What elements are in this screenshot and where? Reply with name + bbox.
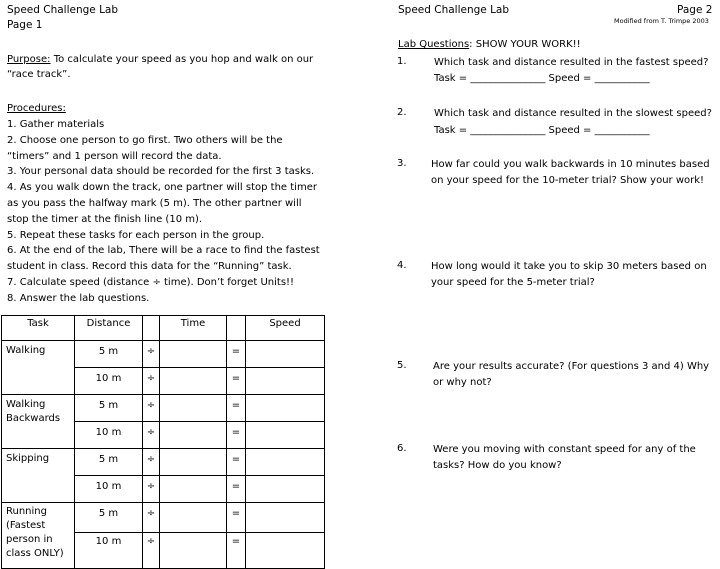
question-text: Which task and distance resulted in the fastest speed? <box>434 57 709 68</box>
divide-sign: ÷ <box>143 368 160 395</box>
equals-sign: = <box>227 341 246 368</box>
distance-cell: 10 m <box>75 476 143 503</box>
procedures-list <box>7 117 325 307</box>
divide-sign: ÷ <box>143 533 160 569</box>
procedures-label: Procedures: <box>7 103 66 114</box>
header-task: Task <box>2 316 75 341</box>
procedure-step: 7. Calculate speed (distance ÷ time). Don’t forget Units!! <box>7 276 295 288</box>
time-cell[interactable] <box>160 395 227 422</box>
question-text: Were you moving with constant speed for any of the tasks? How do you know? <box>433 444 696 471</box>
equals-sign: = <box>227 368 246 395</box>
right-page-number: Page 2 <box>677 4 713 16</box>
equals-sign: = <box>227 422 246 449</box>
lab-questions-label: Lab Questions <box>398 39 470 50</box>
speed-cell[interactable] <box>246 395 325 422</box>
procedure-step: 4. As you walk down the track, one partner will stop the timer as you pass the halfway mark (5 m). The other partner will stop the timer at the finish line (10 m). <box>7 182 317 225</box>
task-name: Running (Fastest person in class ONLY) <box>2 503 75 569</box>
question-text: Which task and distance resulted in the slowest speed? <box>434 108 712 119</box>
lab-questions-heading <box>398 37 581 52</box>
time-cell[interactable] <box>160 476 227 503</box>
speed-cell[interactable] <box>246 533 325 569</box>
question-number: 1. <box>397 56 407 67</box>
distance-cell: 10 m <box>75 533 143 569</box>
table-row <box>2 395 325 422</box>
time-cell[interactable] <box>160 422 227 449</box>
purpose <box>7 52 317 82</box>
question-text: How long would it take you to skip 30 meters based on your speed for the 5-meter trial? <box>431 261 707 288</box>
task-speed-line[interactable]: Task = _______________ Speed = ___________ <box>434 125 650 136</box>
question-number: 3. <box>397 158 407 169</box>
procedure-step: 5. Repeat these tasks for each person in the group. <box>7 229 265 241</box>
question-number: 6. <box>397 443 407 454</box>
question-text: Are your results accurate? (For questions 3 and 4) Why or why not? <box>433 361 710 388</box>
time-cell[interactable] <box>160 533 227 569</box>
lab-questions-instruction: : SHOW YOUR WORK!! <box>469 39 581 50</box>
task-speed-line[interactable]: Task = _______________ Speed = ___________ <box>434 73 650 84</box>
equals-sign: = <box>227 395 246 422</box>
time-cell[interactable] <box>160 341 227 368</box>
table-row <box>2 341 325 368</box>
header-speed: Speed <box>246 316 325 341</box>
credit-text: Modified from T. Trimpe 2003 <box>614 17 709 25</box>
time-cell[interactable] <box>160 449 227 476</box>
distance-cell: 5 m <box>75 341 143 368</box>
speed-cell[interactable] <box>246 422 325 449</box>
left-page-number: Page 1 <box>7 19 43 31</box>
speed-cell[interactable] <box>246 503 325 533</box>
divide-sign: ÷ <box>143 476 160 503</box>
divide-sign: ÷ <box>143 341 160 368</box>
time-cell[interactable] <box>160 368 227 395</box>
distance-cell: 10 m <box>75 422 143 449</box>
distance-cell: 5 m <box>75 395 143 422</box>
procedure-step: 2. Choose one person to go first. Two others will be the “timers” and 1 person will record the data. <box>7 134 283 162</box>
distance-cell: 5 m <box>75 503 143 533</box>
divide-sign: ÷ <box>143 449 160 476</box>
question-number: 5. <box>397 360 407 371</box>
speed-cell[interactable] <box>246 476 325 503</box>
procedure-step: 8. Answer the lab questions. <box>7 292 150 304</box>
task-name: Walking Backwards <box>2 395 75 449</box>
left-title: Speed Challenge Lab <box>7 4 119 16</box>
procedure-step: 6. At the end of the lab, There will be a race to find the fastest student in class. Record this data for the “Running” task. <box>7 245 320 273</box>
equals-sign: = <box>227 533 246 569</box>
table-header-row <box>2 316 325 341</box>
equals-sign: = <box>227 476 246 503</box>
table-row <box>2 449 325 476</box>
divide-sign: ÷ <box>143 395 160 422</box>
data-table <box>1 315 325 569</box>
speed-cell[interactable] <box>246 449 325 476</box>
speed-cell[interactable] <box>246 368 325 395</box>
header-distance: Distance <box>75 316 143 341</box>
task-name: Walking <box>2 341 75 395</box>
distance-cell: 10 m <box>75 368 143 395</box>
procedure-step: 3. Your personal data should be recorded for the first 3 tasks. <box>7 166 315 178</box>
distance-cell: 5 m <box>75 449 143 476</box>
task-name: Skipping <box>2 449 75 503</box>
right-title: Speed Challenge Lab <box>398 4 510 16</box>
question-number: 2. <box>397 107 407 118</box>
equals-sign: = <box>227 503 246 533</box>
divide-sign: ÷ <box>143 503 160 533</box>
table-row <box>2 503 325 533</box>
procedure-step: 1. Gather materials <box>7 119 105 130</box>
speed-cell[interactable] <box>246 341 325 368</box>
question-number: 4. <box>397 260 407 271</box>
equals-sign: = <box>227 449 246 476</box>
divide-sign: ÷ <box>143 422 160 449</box>
question-text: How far could you walk backwards in 10 minutes based on your speed for the 10-meter trial? Show your work! <box>431 159 710 186</box>
purpose-label: Purpose: <box>7 54 51 65</box>
header-time: Time <box>160 316 227 341</box>
purpose-text: To calculate your speed as you hop and walk on our “race track”. <box>7 54 314 80</box>
time-cell[interactable] <box>160 503 227 533</box>
